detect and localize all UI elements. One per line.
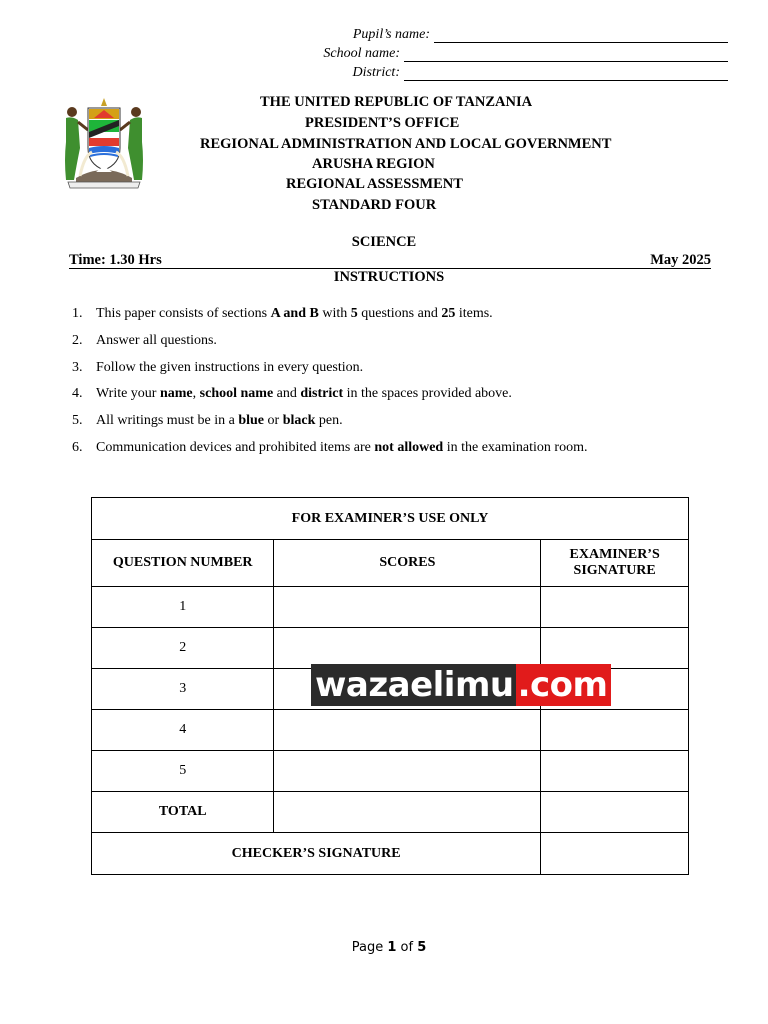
score-cell[interactable] [274, 710, 541, 751]
scores-header: SCORES [274, 540, 541, 587]
instruction-fragment: pen. [315, 413, 343, 429]
checker-signature-cell[interactable] [541, 833, 689, 875]
instruction-number: 6. [72, 439, 83, 455]
question-number-cell: 3 [92, 669, 274, 710]
watermark-text-main: wazaelimu [311, 664, 516, 706]
instructions-list [72, 306, 712, 467]
district-row [300, 62, 730, 81]
instruction-text [96, 386, 512, 413]
watermark-text-domain: .com [516, 664, 612, 706]
header-administration: REGIONAL ADMINISTRATION AND LOCAL GOVERNMENT [200, 136, 612, 152]
instruction-text [96, 360, 363, 387]
examiner-signature-header-line1: EXAMINER’S [569, 547, 660, 562]
question-number-cell: 4 [92, 710, 274, 751]
examiner-signature-header-line2: SIGNATURE [573, 563, 656, 578]
instruction-fragment: questions and [357, 306, 442, 321]
list-item [72, 360, 712, 387]
instruction-number: 3. [72, 359, 83, 375]
instruction-fragment: All writings must be in a [96, 413, 239, 429]
instruction-emphasis: blue [238, 413, 265, 429]
pupil-name-label: Pupil’s name: [352, 27, 430, 42]
table-row [92, 751, 689, 792]
examiner-table-header-row [92, 540, 689, 587]
instruction-text [96, 333, 217, 360]
checker-row [92, 833, 689, 875]
school-name-label: School name: [323, 46, 400, 61]
header-standard: STANDARD FOUR [312, 197, 437, 213]
subject-title: SCIENCE [351, 234, 417, 250]
header-country: THE UNITED REPUBLIC OF TANZANIA [260, 94, 533, 110]
instruction-emphasis: 25 [441, 306, 456, 321]
school-name-field[interactable] [404, 47, 728, 62]
instruction-number: 4. [72, 386, 83, 402]
total-signature-cell[interactable] [541, 792, 689, 833]
header-assessment: REGIONAL ASSESSMENT [286, 176, 463, 192]
list-item [72, 386, 712, 413]
instruction-fragment: or [264, 413, 283, 429]
question-number-cell: 5 [92, 751, 274, 792]
instruction-fragment: This paper consists of sections [96, 306, 271, 321]
header-region: ARUSHA REGION [312, 156, 435, 172]
instruction-fragment: , [192, 386, 200, 402]
tanzania-coat-of-arms-icon [58, 96, 150, 190]
instruction-text [96, 413, 343, 440]
question-number-cell: 2 [92, 628, 274, 669]
district-field[interactable] [404, 66, 728, 81]
total-score-cell[interactable] [274, 792, 541, 833]
list-item [72, 440, 712, 467]
instruction-number: 2. [72, 332, 83, 348]
instructions-title: INSTRUCTIONS [333, 269, 445, 285]
pupil-name-row [300, 24, 730, 43]
signature-cell[interactable] [541, 751, 689, 792]
exam-date: May 2025 [650, 252, 711, 268]
instruction-fragment: Follow the given instructions in every question. [96, 359, 364, 375]
signature-cell[interactable] [541, 710, 689, 751]
table-row [92, 710, 689, 751]
table-row [92, 587, 689, 628]
page-current: 1 [387, 940, 397, 955]
time-date-bar [69, 252, 711, 269]
instruction-fragment: Answer all questions. [96, 332, 217, 348]
examiner-signature-header [541, 540, 689, 587]
instruction-number: 1. [72, 306, 83, 321]
list-item [72, 306, 712, 333]
page-total: 5 [417, 940, 427, 955]
signature-cell[interactable] [541, 587, 689, 628]
page-footer [0, 940, 768, 955]
instruction-text [96, 306, 493, 333]
wazaelimu-watermark [311, 664, 611, 706]
question-number-cell: 1 [92, 587, 274, 628]
instruction-emphasis: not allowed [374, 439, 444, 455]
instruction-text [96, 440, 587, 467]
page-prefix: Page [351, 940, 388, 955]
instruction-emphasis: school name [199, 386, 274, 402]
score-cell[interactable] [274, 628, 541, 669]
instruction-fragment: in the examination room. [443, 439, 588, 455]
instruction-fragment: Write your [96, 386, 160, 402]
examiner-table-title: FOR EXAMINER’S USE ONLY [92, 498, 689, 540]
score-cell[interactable] [274, 751, 541, 792]
table-row [92, 628, 689, 669]
instruction-emphasis: district [300, 386, 344, 402]
checker-signature-label: CHECKER’S SIGNATURE [92, 833, 541, 875]
instruction-fragment: and [273, 386, 301, 402]
list-item [72, 413, 712, 440]
instruction-emphasis: A and B [270, 306, 319, 321]
instruction-fragment: Communication devices and prohibited items are [96, 439, 375, 455]
signature-cell[interactable] [541, 628, 689, 669]
list-item [72, 333, 712, 360]
instruction-emphasis: black [282, 413, 316, 429]
exam-time: Time: 1.30 Hrs [69, 252, 162, 268]
instruction-fragment: with [318, 306, 351, 321]
header-office: PRESIDENT’S OFFICE [305, 115, 460, 131]
total-label: TOTAL [92, 792, 274, 833]
score-cell[interactable] [274, 587, 541, 628]
instruction-emphasis: 5 [350, 306, 358, 321]
page-of: of [396, 940, 418, 955]
instruction-emphasis: name [159, 386, 193, 402]
pupil-info-fields [300, 24, 730, 81]
instruction-fragment: items. [455, 306, 493, 321]
pupil-name-field[interactable] [434, 28, 728, 43]
district-label: District: [352, 65, 400, 80]
total-row [92, 792, 689, 833]
school-name-row [300, 43, 730, 62]
question-number-header: QUESTION NUMBER [92, 540, 274, 587]
instruction-number: 5. [72, 413, 83, 429]
instruction-fragment: in the spaces provided above. [343, 386, 512, 402]
examiner-table-title-row [92, 498, 689, 540]
